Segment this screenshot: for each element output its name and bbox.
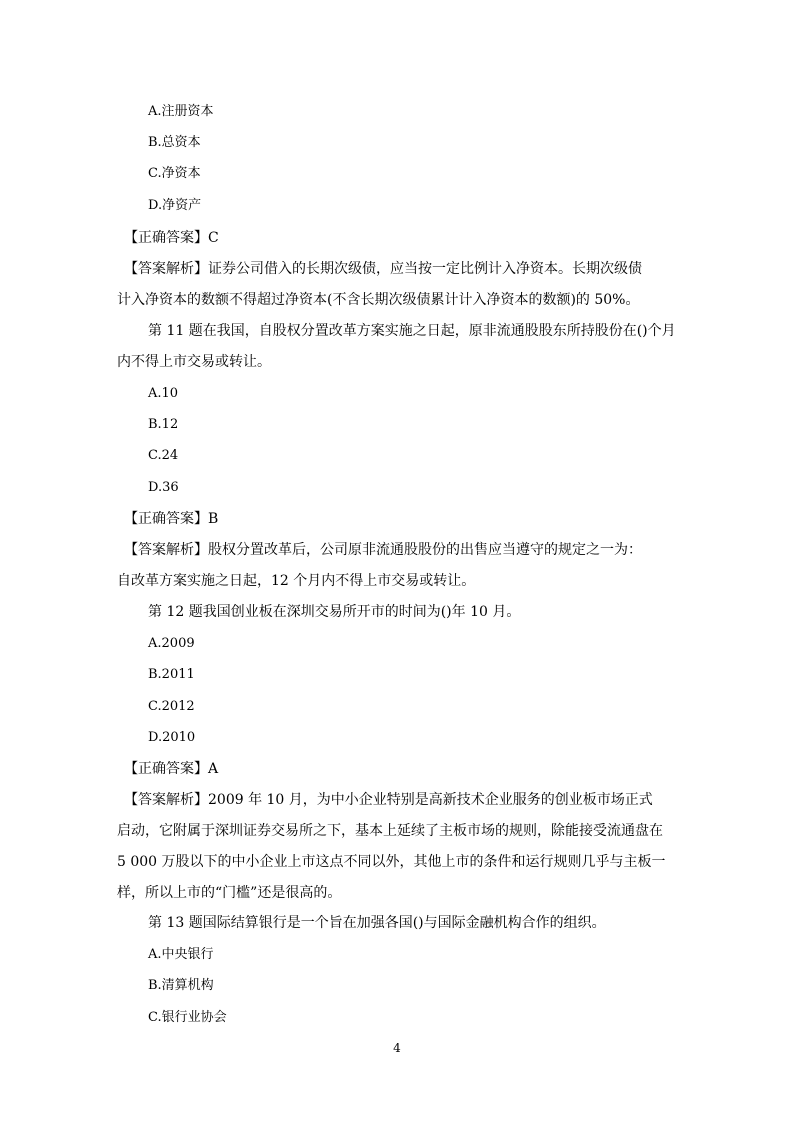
q11-option-b: B.12 <box>148 417 179 432</box>
q12-option-c: C.2012 <box>148 699 195 714</box>
q11-option-d: D.36 <box>148 480 179 495</box>
q12-analysis-line-1: 【答案解析】2009 年 10 月，为中小企业特别是高新技术企业服务的创业板市场正式 <box>124 792 653 808</box>
q13-option-a: A.中央银行 <box>148 947 214 962</box>
q10-option-c: C.净资本 <box>148 166 201 181</box>
q11-analysis-line-2: 自改革方案实施之日起，12 个月内不得上市交易或转让。 <box>117 573 476 589</box>
q12-analysis-line-2: 启动，它附属于深圳证券交易所之下，基本上延续了主板市场的规则，除能接受流通盘在 <box>117 823 663 839</box>
q11-answer: 【正确答案】B <box>124 511 219 527</box>
q12-question-line-1: 第 12 题我国创业板在深圳交易所开市的时间为()年 10 月。 <box>148 604 521 620</box>
q11-option-a: A.10 <box>148 386 179 401</box>
q12-analysis-line-3: 5 000 万股以下的中小企业上市这点不同以外，其他上市的条件和运行规则几乎与主板一 <box>117 854 666 870</box>
q10-analysis-line-2: 计入净资本的数额不得超过净资本(不含长期次级债累计计入净资本的数额)的 50%。 <box>117 292 640 308</box>
q11-question-line-2: 内不得上市交易或转让。 <box>117 354 271 370</box>
q10-option-a: A.注册资本 <box>148 104 214 119</box>
q12-option-a: A.2009 <box>148 636 195 651</box>
q11-analysis-line-1: 【答案解析】股权分置改革后，公司原非流通股股份的出售应当遵守的规定之一为： <box>124 542 642 558</box>
q12-option-b: B.2011 <box>148 667 195 682</box>
q12-option-d: D.2010 <box>148 730 196 745</box>
q11-option-c: C.24 <box>148 448 179 463</box>
page-number: 4 <box>393 1041 401 1055</box>
q12-answer: 【正确答案】A <box>124 761 219 777</box>
q11-question-line-1: 第 11 题在我国，自股权分置改革方案实施之日起，原非流通股股东所持股份在()个月 <box>148 323 676 339</box>
q13-option-c: C.银行业协会 <box>148 1010 227 1025</box>
q10-option-d: D.净资产 <box>148 198 202 213</box>
q10-option-b: B.总资本 <box>148 135 201 150</box>
q13-option-b: B.清算机构 <box>148 978 214 993</box>
q10-analysis-line-1: 【答案解析】证券公司借入的长期次级债，应当按一定比例计入净资本。长期次级债 <box>124 261 642 277</box>
q10-answer: 【正确答案】C <box>124 230 219 246</box>
q13-question-line-1: 第 13 题国际结算银行是一个旨在加强各国()与国际金融机构合作的组织。 <box>148 915 606 931</box>
q12-analysis-line-4: 样，所以上市的“门槛”还是很高的。 <box>117 885 342 901</box>
